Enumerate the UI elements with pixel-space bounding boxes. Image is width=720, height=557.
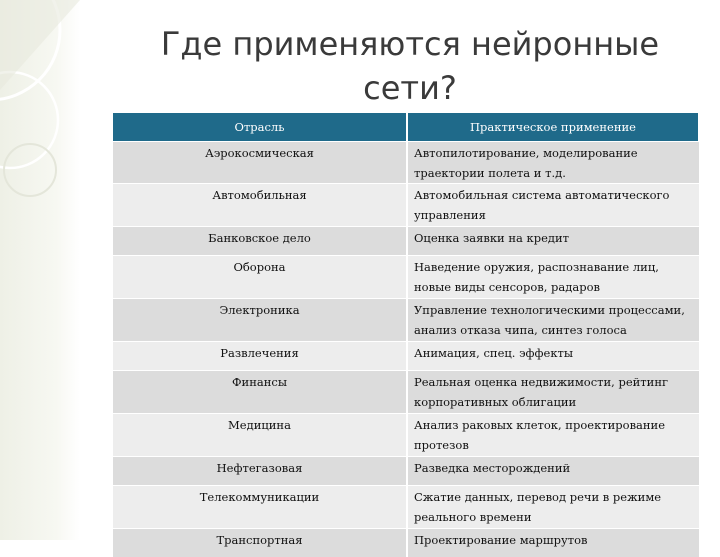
industry-cell: Нефтегазовая	[113, 457, 407, 486]
application-cell: Сжатие данных, перевод речи в режиме реального времени	[407, 486, 699, 529]
industry-cell: Медицина	[113, 414, 407, 457]
table-row	[113, 142, 699, 184]
title-line-1: Где применяются нейронные	[130, 22, 690, 66]
industry-cell: Автомобильная	[113, 184, 407, 227]
table-row	[113, 256, 699, 299]
industry-cell: Аэрокосмическая	[113, 142, 407, 184]
application-cell: Разведка месторождений	[407, 457, 699, 486]
slide-title	[130, 22, 690, 110]
application-cell: Оценка заявки на кредит	[407, 227, 699, 256]
application-cell: Анализ раковых клеток, проектирование протезов	[407, 414, 699, 457]
header-application: Практическое применение	[407, 113, 699, 142]
industry-cell: Транспортная	[113, 529, 407, 557]
table-row	[113, 342, 699, 371]
industry-cell: Развлечения	[113, 342, 407, 371]
table-row	[113, 371, 699, 414]
industry-cell: Оборона	[113, 256, 407, 299]
industry-cell: Электроника	[113, 299, 407, 342]
table-row	[113, 486, 699, 529]
title-line-2: сети?	[130, 66, 690, 110]
table-row	[113, 414, 699, 457]
table-row	[113, 457, 699, 486]
application-cell: Автомобильная система автоматического управления	[407, 184, 699, 227]
application-cell: Реальная оценка недвижимости, рейтинг корпоративных облигации	[407, 371, 699, 414]
table-header-row	[113, 113, 699, 142]
application-cell: Проектирование маршрутов	[407, 529, 699, 557]
industry-cell: Банковское дело	[113, 227, 407, 256]
table-row	[113, 227, 699, 256]
table-row	[113, 529, 699, 557]
decorative-circles	[0, 0, 80, 540]
application-cell: Автопилотирование, моделирование траектории полета и т.д.	[407, 142, 699, 184]
industry-cell: Телекоммуникации	[113, 486, 407, 529]
applications-table	[113, 113, 700, 557]
application-cell: Управление технологическими процессами, анализ отказа чипа, синтез голоса	[407, 299, 699, 342]
application-cell: Анимация, спец. эффекты	[407, 342, 699, 371]
industry-cell: Финансы	[113, 371, 407, 414]
header-industry: Отрасль	[113, 113, 407, 142]
application-cell: Наведение оружия, распознавание лиц, новые виды сенсоров, радаров	[407, 256, 699, 299]
table-row	[113, 184, 699, 227]
table-row	[113, 299, 699, 342]
